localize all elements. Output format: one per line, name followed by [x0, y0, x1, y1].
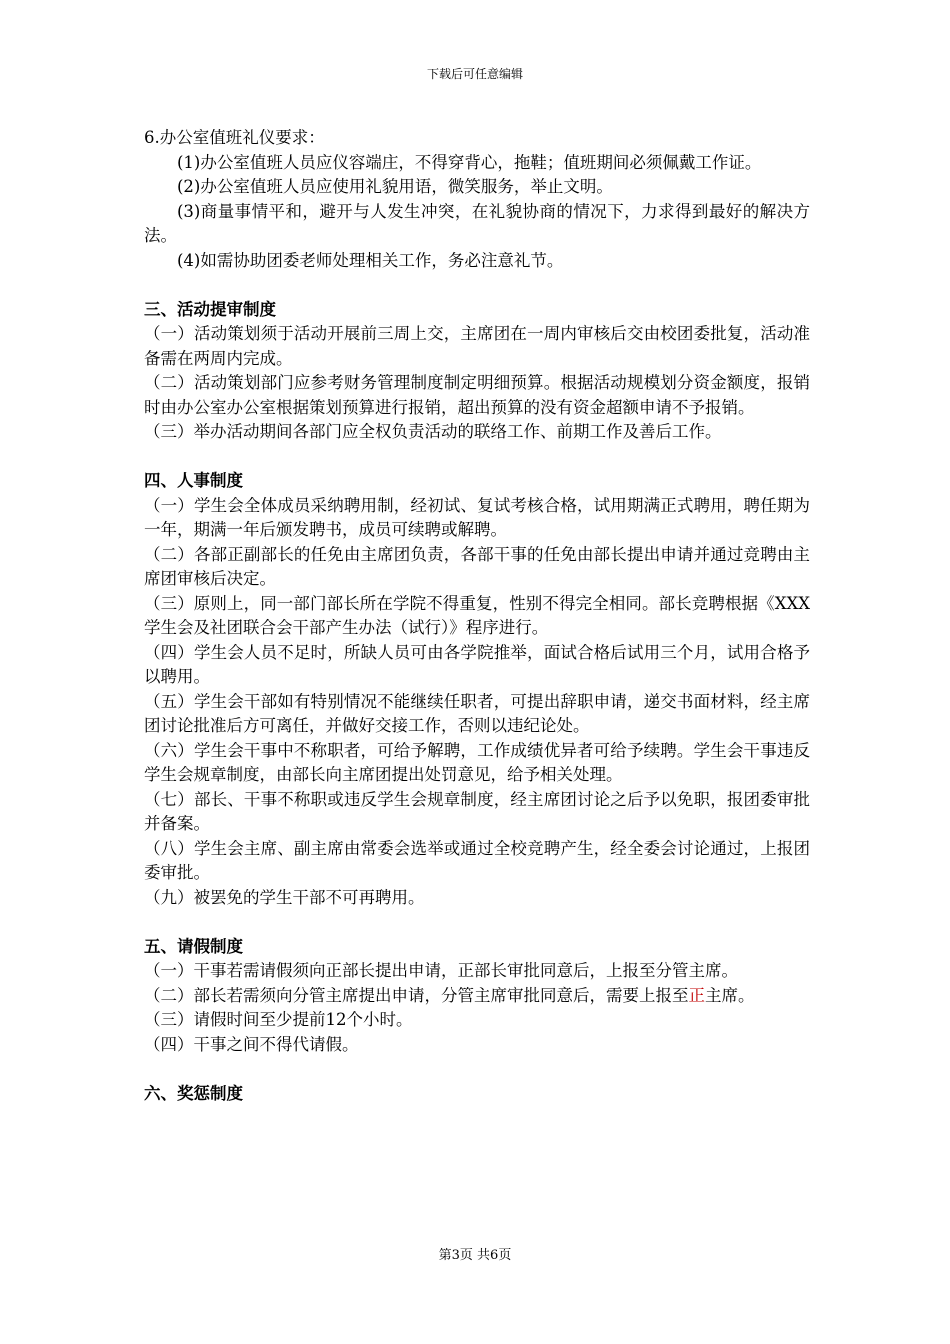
personnel-item: （九）被罢免的学生干部不可再聘用。 [144, 887, 425, 907]
leave-item-highlight: 正 [688, 985, 705, 1005]
section-6-item: (1)办公室值班人员应仪容端庄，不得穿背心，拖鞋；值班期间必须佩戴工作证。 [177, 152, 762, 172]
personnel-item: （六）学生会干事中不称职者，可给予解聘，工作成绩优异者可给予续聘。学生会干事违反学生会规章制度，由部长向主席团提出处罚意见，给予相关处理。 [144, 740, 810, 784]
page-header: 下载后可任意编辑 [426, 67, 523, 81]
personnel-item: （八）学生会主席、副主席由常委会选举或通过全校竞聘产生，经全委会讨论通过，上报团委审批。 [144, 838, 810, 882]
leave-item-text: （二）部长若需须向分管主席提出申请，分管主席审批同意后，需要上报至 [144, 985, 689, 1005]
section-6-item: (2)办公室值班人员应使用礼貌用语，微笑服务，举止文明。 [177, 177, 613, 196]
rewards-heading: 六、奖惩制度 [144, 1083, 243, 1103]
document-body [144, 126, 810, 1106]
personnel-heading: 四、人事制度 [144, 471, 243, 490]
section-6-item: (4)如需协助团委老师处理相关工作，务必注意礼节。 [177, 250, 564, 270]
leave-item [144, 984, 810, 1009]
leave-item: （一）干事若需请假须向正部长提出申请，正部长审批同意后，上报至分管主席。 [144, 961, 738, 980]
personnel-item: （二）各部正副部长的任免由主席团负责，各部干事的任免由部长提出申请并通过竞聘由主席团审核后决定。 [144, 544, 810, 588]
activity-item: （二）活动策划部门应参考财务管理制度制定明细预算。根据活动规模划分资金额度，报销时由办公室办公室根据策划预算进行报销，超出预算的没有资金超额申请不予报销。 [144, 373, 810, 417]
personnel-item: （七）部长、干事不称职或违反学生会规章制度，经主席团讨论之后予以免职，报团委审批并备案。 [144, 789, 810, 833]
personnel-item: （四）学生会人员不足时，所缺人员可由各学院推举，面试合格后试用三个月，试用合格予以聘用。 [144, 642, 810, 686]
activity-item: （一）活动策划须于活动开展前三周上交，主席团在一周内审核后交由校团委批复，活动准备需在两周内完成。 [144, 324, 810, 368]
section-6-title: 6.办公室值班礼仪要求： [144, 128, 325, 147]
personnel-item: （三）原则上，同一部门部长所在学院不得重复，性别不得完全相同。部长竞聘根据《XXX学生会及社团联合会干部产生办法（试行）》程序进行。 [144, 593, 810, 637]
personnel-item: （五）学生会干部如有特别情况不能继续任职者，可提出辞职申请，递交书面材料，经主席团讨论批准后方可离任，并做好交接工作，否则以违纪论处。 [144, 691, 810, 735]
page-footer: 第3页 共6页 [438, 1248, 512, 1263]
leave-item: （四）干事之间不得代请假。 [144, 1034, 359, 1054]
personnel-item: （一）学生会全体成员采纳聘用制，经初试、复试考核合格，试用期满正式聘用，聘任期为一年，期满一年后颁发聘书，成员可续聘或解聘。 [144, 495, 810, 539]
leave-heading: 五、请假制度 [144, 936, 243, 956]
leave-item-text: 主席。 [705, 985, 755, 1005]
section-6-item: (3)商量事情平和，避开与人发生冲突，在礼貌协商的情况下，力求得到最好的解决方法。 [144, 201, 810, 245]
leave-item: （三）请假时间至少提前12个小时。 [144, 1010, 413, 1029]
activity-heading: 三、活动提审制度 [144, 299, 276, 319]
activity-item: （三）举办活动期间各部门应全权负责活动的联络工作、前期工作及善后工作。 [144, 422, 722, 441]
